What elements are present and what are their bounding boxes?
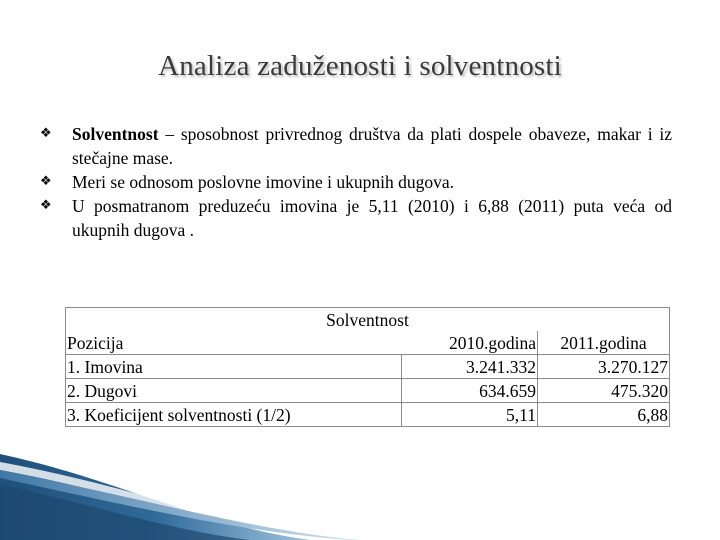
slide-title: Analiza zaduženosti i solventnosti [158, 50, 562, 82]
table-row [66, 403, 670, 427]
solventnost-table [65, 307, 670, 427]
table-title: Solventnost [66, 308, 670, 332]
bullet-item [40, 170, 672, 194]
bullet-list [40, 122, 672, 242]
table-cell: 5,11 [402, 403, 538, 427]
table-cell: 3.241.332 [402, 355, 538, 379]
svg-text:❖: ❖ [40, 126, 52, 141]
bullet-bold: Solventnost [72, 124, 159, 144]
table-cell: 3.270.127 [538, 355, 670, 379]
table-title-row [66, 308, 670, 332]
bullet-icon [40, 194, 54, 214]
svg-text:❖: ❖ [40, 198, 52, 213]
bullet-item [40, 194, 672, 242]
bullet-item [40, 122, 672, 170]
bullet-icon [40, 122, 54, 142]
table-cell: 6,88 [538, 403, 670, 427]
table-cell: 634.659 [402, 379, 538, 403]
bottom-wave-decoration [0, 440, 720, 540]
bullet-text: U posmatranom preduzeću imovina je 5,11 (2010) i 6,88 (2011) puta veća od ukupnih dugova . [72, 196, 672, 240]
header-cell: Pozicija [66, 331, 402, 355]
header-cell: 2011.godina [538, 331, 670, 355]
table-cell: 475.320 [538, 379, 670, 403]
table-cell: 1. Imovina [66, 355, 402, 379]
bullet-icon [40, 170, 54, 190]
svg-text:❖: ❖ [40, 174, 52, 189]
bullet-text: Meri se odnosom poslovne imovine i ukupnih dugova. [72, 172, 455, 192]
table-row [66, 379, 670, 403]
header-cell: 2010.godina [402, 331, 538, 355]
bullet-text: – sposobnost privrednog društva da plati dospele obaveze, makar i iz stečajne mase. [72, 124, 672, 168]
table-cell: 3. Koeficijent solventnosti (1/2) [66, 403, 402, 427]
table-cell: 2. Dugovi [66, 379, 402, 403]
table-header-row [66, 331, 670, 355]
table-row [66, 355, 670, 379]
